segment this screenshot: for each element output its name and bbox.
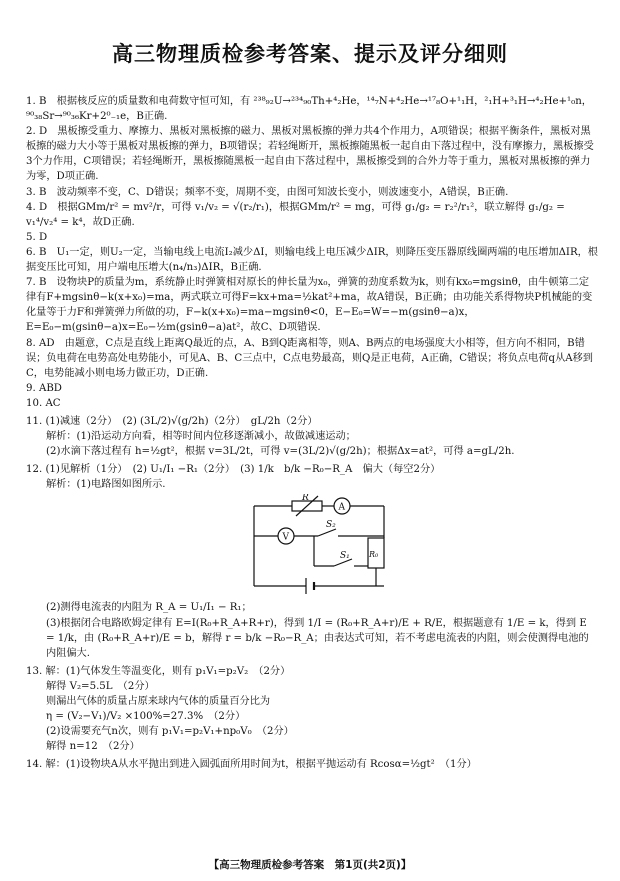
answer-q13-step-2: 则漏出气体的质量占原来球内气体的质量百分比为 — [46, 696, 271, 707]
answer-q11-analysis-1: 解析：(1)沿运动方向看，相等时间内位移逐渐减小，故做减速运动； — [46, 431, 356, 443]
answer-q10: 10. AC — [26, 397, 61, 409]
page-footer: 【高三物理质检参考答案 第1页(共2页)】 — [208, 859, 412, 871]
answer-q11: 11. (1)减速（2分） (2) (3L/2)√(g/2h)（2分） gL/2h（2分） — [26, 415, 318, 427]
label-r: R — [302, 494, 309, 504]
label-a: A — [338, 502, 345, 513]
label-r0: R₀ — [369, 550, 379, 560]
answer-q2: 2. D 黑板擦受重力、摩擦力、黑板对黑板擦的磁力、黑板对黑板擦的弹力共4个作用力，A项错误；根据平衡条件，黑板对黑板擦的磁力大小等于黑板对黑板擦的弹力，B项错误；若轻绳断开，黑板擦随黑板一起自由下落过程中，没有摩擦力，黑板擦受3个力作用，C项错误；若轻绳断开，黑板擦随黑板一起自由下落过程中，黑板擦受到的合外力等于重力，黑板对黑板擦的弹力为零，D项正确. — [26, 126, 594, 183]
answer-q5: 5. D — [26, 231, 48, 243]
answer-q3: 3. B 波动频率不变，C、D错误；频率不变，周期不变，由图可知波长变小，则波速变小，A错误，B正确. — [26, 186, 509, 198]
answer-q14: 14. 解：(1)设物块A从水平抛出到进入圆弧面所用时间为t，根据平抛运动有 Rcosα=½gt² （1分） — [26, 759, 477, 771]
answer-q6: 6. B U₁一定，则U₂一定，当输电线上电流I₂减少ΔI，则输电线上电压减少ΔIR，则降压变压器原线圈两端的电压增加ΔIR，根据变压比可知，用户端电压增大(n₄/n₃)ΔIR，B正确. — [26, 246, 598, 274]
answer-q12: 12. (1)见解析（1分） (2) U₁/I₁ −R₁（2分） (3) 1/k b/k −R₀−R_A 偏大（每空2分） — [26, 464, 441, 476]
answer-q13-step-4: (2)设需要充气n次，则有 p₁V₁=p₂V₁+np₀V₀ （2分） — [46, 726, 294, 738]
answer-q13: 13. 解：(1)气体发生等温变化，则有 p₁V₁=p₂V₂ （2分） — [26, 665, 291, 677]
answer-q12-analysis-3: (3)根据闭合电路欧姆定律有 E=I(R₀+R_A+R+r)，得到 1/I = (R₀+R_A+r)/E + R/E，根据题意有 1/E = k，得到 E = 1/k，由 (R₀+R_A+r)/E = b，解得 r = b/k −R₀−R_A；由表达式可知，若不考虑电流表的内阻，则会使测得电池的内阻偏大. — [46, 617, 589, 659]
answer-q7: 7. B 设物块P的质量为m，系统静止时弹簧相对原长的伸长量为x₀，弹簧的劲度系数为k，则有kx₀=mgsinθ，由牛顿第二定律有F+mgsinθ−k(x+x₀)=ma，两式联立可得F=kx+ma=½kat²+ma，故A错误，B正确；由功能关系得物块P机械能的变化量等于力F和弹簧弹力所做的功，F−k(x+x₀)=ma−mgsinθ<0，E−E₀=W=−m(gsinθ−a)x，E=E₀−m(gsinθ−a)x=E₀−½m(gsinθ−a)at²，故C、D项错误. — [26, 277, 593, 334]
label-v: V — [282, 532, 289, 543]
answer-q12-analysis-1: 解析：(1)电路图如图所示. — [46, 479, 166, 491]
answer-q11-analysis-2: (2)水滴下落过程有 h=½gt²，根据 v=3L/2t，可得 v=(3L/2)√(g/2h)；根据Δx=at²，可得 a=gL/2h. — [46, 446, 515, 458]
answer-q9: 9. ABD — [26, 382, 62, 394]
answer-q12-analysis-2: (2)测得电流表的内阻为 R_A = U₁/I₁ − R₁； — [46, 602, 252, 614]
answer-q1: 1. B 根据核反应的质量数和电荷数守恒可知，有 ²³⁸₉₂U→²³⁴₉₀Th+⁴₂He，¹⁴₇N+⁴₂He→¹⁷₈O+¹₁H，²₁H+³₁H→⁴₂He+¹₀n，⁹⁰₃₈Sr→⁹⁰₃₆Kr+2⁰₋₁e，B正确. — [26, 96, 592, 123]
answer-q13-step-5: 解得 n=12 （2分） — [46, 741, 140, 753]
label-s2: S₂ — [326, 520, 336, 531]
answer-q4: 4. D 根据GMm/r² = mv²/r，可得 v₁/v₂ = √(r₂/r₁)，根据GMm/r² = mg，可得 g₁/g₂ = r₂²/r₁²，联立解得 g₁/g₂ = v₁⁴/v₂⁴ = k⁴，故D正确. — [26, 201, 565, 228]
circuit-diagram — [26, 494, 598, 596]
answer-q13-step-1: 解得 V₂=5.5L （2分） — [46, 680, 155, 692]
page-title: 高三物理质检参考答案、提示及评分细则 — [112, 42, 508, 66]
answer-q8: 8. AD 由题意，C点是直线上距离Q最近的点，A、B到Q距离相等，则A、B两点的电场强度大小相等，但方向不相同，B错误；负电荷在电势高处电势能小，可见A、B、C三点中，C点电势最高，则Q是正电荷，A正确，C错误；将负点电荷q从A移到C，电势能减小则电场力做正功，D正确. — [26, 337, 593, 379]
label-s1: S₁ — [340, 551, 350, 562]
answer-q13-step-3: η = (V₂−V₁)/V₂ ×100%=27.3% （2分） — [46, 711, 246, 723]
answer-body — [26, 94, 598, 772]
